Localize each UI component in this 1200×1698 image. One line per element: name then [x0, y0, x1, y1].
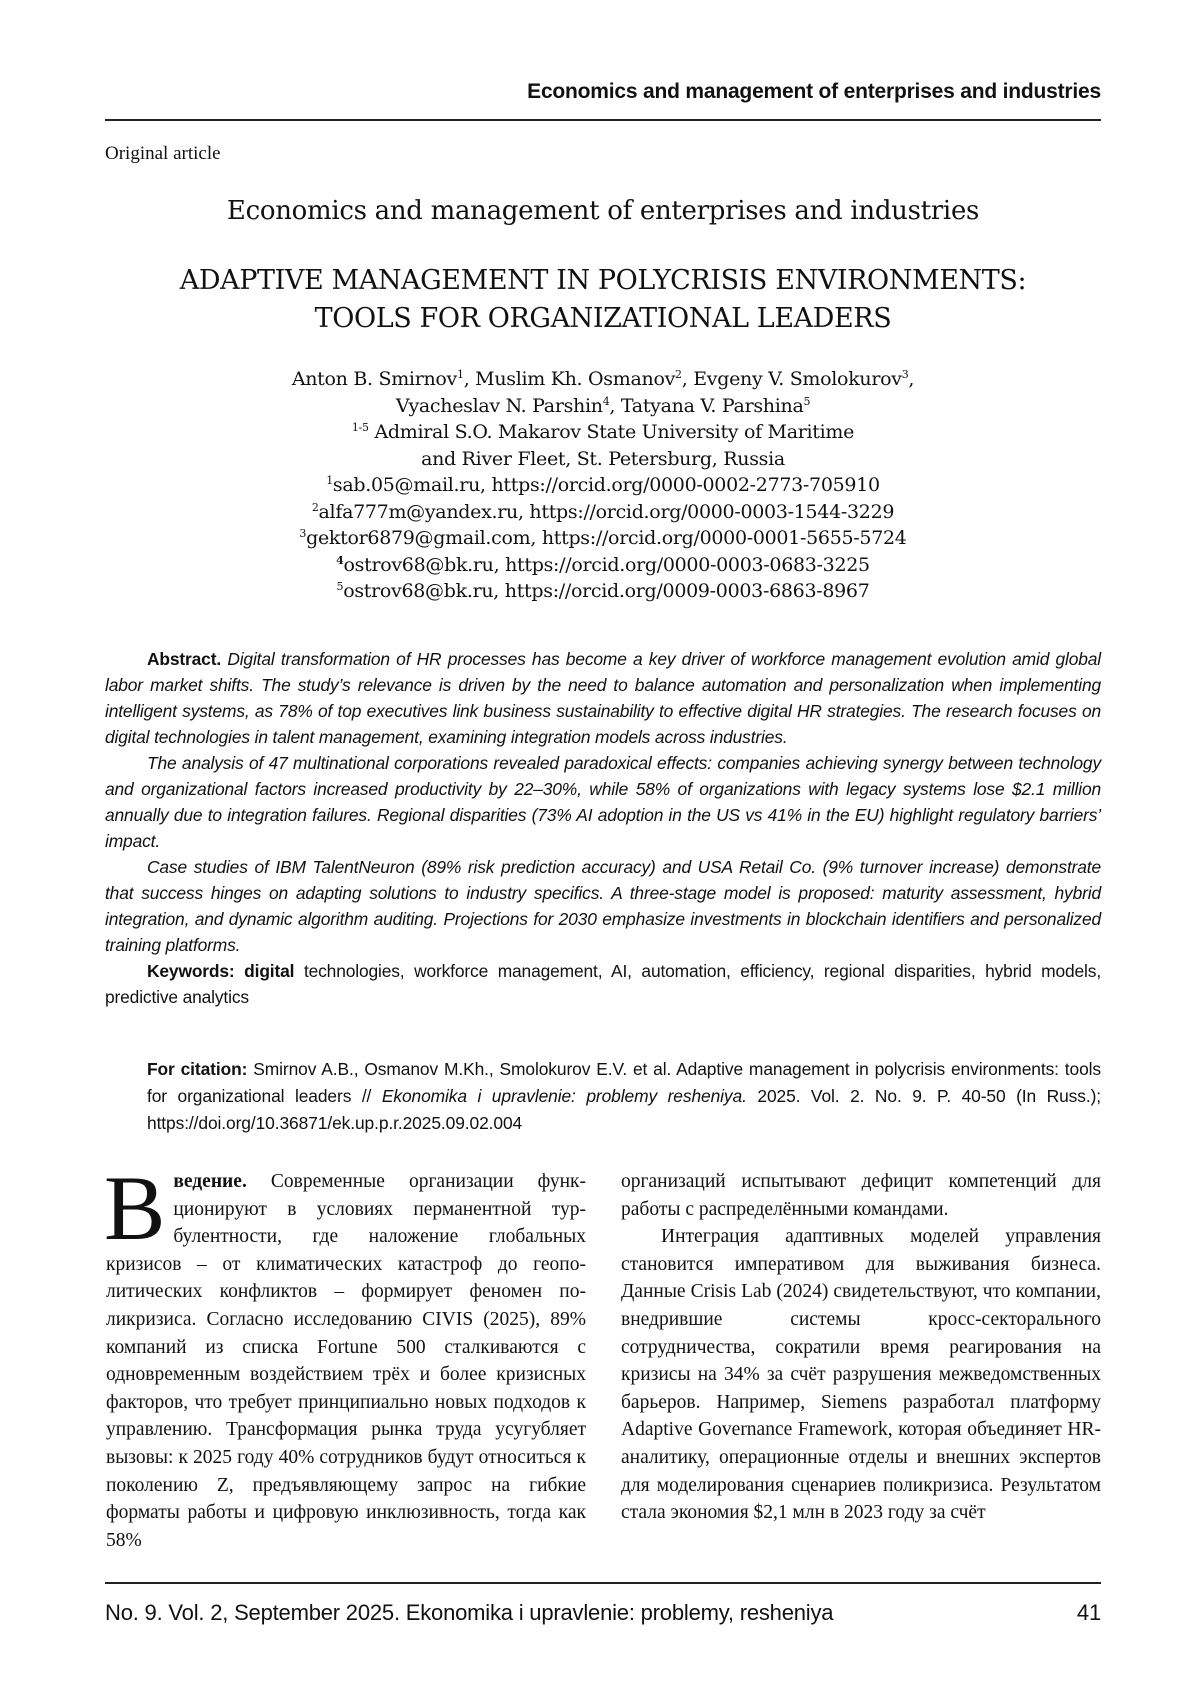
author-line: Vyacheslav N. Parshin$^4$, Tatyana V. Parshina$^5$: [395, 394, 811, 417]
body-column-right: [621, 1168, 1101, 1527]
abstract: [105, 646, 1101, 1010]
page-number: 41: [1076, 1600, 1101, 1625]
contact-line: [105, 578, 1101, 605]
keywords-label: Keywords:: [147, 961, 235, 981]
section-title: Economics and management of enterprises and industries: [226, 196, 980, 226]
running-head: Economics and management of enterprises and industries: [527, 80, 1101, 103]
citation: [147, 1056, 1101, 1137]
drop-cap: В: [104, 1157, 166, 1259]
contact-sup: 1: [326, 474, 333, 487]
intro-heading: ведение.: [173, 1171, 247, 1192]
citation-journal: Ekonomika i upravlenie: problemy resheniya.: [381, 1086, 747, 1106]
author-sup: 1: [456, 368, 464, 381]
citation-doi[interactable]: 2025. Vol. 2. No. 9. P. 40-50 (In Russ.); https://doi.org/10.36871/ek.up.p.r.2025.09.02.004: [147, 1086, 1102, 1133]
contact-text[interactable]: sab.05@mail.ru, https://orcid.org/0000-0002-2773-705910: [332, 474, 880, 496]
author-name: Muslim Kh. Osmanov: [475, 368, 676, 390]
contact-line: [105, 472, 1101, 499]
author-block: [105, 366, 1101, 605]
author-name: Evgeny V. Smolokurov: [693, 368, 902, 390]
abstract-paragraph: The analysis of 47 multinational corporations revealed paradoxical effects: companies achieving synergy between technology and organizational factors increased productivity by 22–30%, while 58% of organizations with legacy systems lose $2.1 million annually due to integration failures. Regional disparities (73% AI adoption in the US vs 41% in the EU) highlight regulatory barriers’ impact.: [105, 753, 1101, 851]
abstract-paragraph: Case studies of IBM TalentNeuron (89% risk prediction accuracy) and USA Retail Co. (9% turnover increase) demonstrate that success hinges on adapting solutions to industry specifics. A three-stage model is proposed: maturity assessment, hybrid integration, and dynamic algorithm auditing. Projections for 2030 emphasize investments in blockchain identifiers and personalized training platforms.: [105, 857, 1101, 955]
contact-line: [105, 552, 1101, 579]
contact-sup: 2: [311, 500, 319, 514]
author-sup: 4: [602, 394, 610, 408]
author-sup: 5: [803, 394, 811, 408]
citation-text: Smirnov A.B., Osmanov M.Kh., Smolokurov E.V. et al. Adaptive management in polycrisis environments: tools for organizational leaders //: [147, 1059, 1102, 1106]
affiliation-line: and River Fleet, St. Petersburg, Russia: [421, 447, 785, 470]
body-column-left: [104, 1157, 586, 1554]
contact-line: [105, 499, 1101, 526]
author-sup: 2: [675, 368, 682, 381]
affiliation-text: Admiral S.O. Makarov State University of Maritime: [374, 421, 855, 443]
article-title-line: ADAPTIVE MANAGEMENT IN POLYCRISIS ENVIRONMENTS:: [179, 265, 1027, 296]
author-name: Anton B. Smirnov: [291, 368, 457, 390]
author-sup: 3: [901, 368, 909, 381]
contact-sup: 5: [336, 580, 344, 593]
page-footer: [105, 1600, 1101, 1626]
article-title-line: TOOLS FOR ORGANIZATIONAL LEADERS: [314, 303, 892, 334]
intro-paragraph: [104, 1157, 586, 1554]
contact-sup: 4: [336, 553, 344, 567]
article-title: [95, 262, 1111, 338]
contact-sup: 3: [299, 527, 307, 540]
body-paragraph: организаций испытывают дефицит компетенций для работы с распределёнными командами.: [621, 1171, 1101, 1220]
abstract-label: Abstract.: [147, 649, 222, 669]
abstract-text: Digital transformation of HR processes has become a key driver of workforce management evolution amid global labor market shifts. The study’s relevance is driven by the need to balance automation and personalization when implementing intelligent systems, as 78% of top executives link business sustainability to effective digital HR strategies. The research focuses on digital technologies in talent management, examining integration models across industries.: [105, 649, 1101, 747]
keywords-first: digital: [244, 961, 295, 981]
contact-text[interactable]: ostrov68@bk.ru, https://orcid.org/0009-0003-6863-8967: [343, 580, 870, 602]
contact-line: [105, 525, 1101, 552]
author-name: Vyacheslav N. Parshin: [395, 394, 603, 417]
body-paragraph: Интеграция адаптивных моделей управления становится императивом для выживания бизнеса. Данные Crisis Lab (2024) свидетельствуют, что компании, внедрившие системы кросс-секторального сотрудничества, сократили время реагирования на кризисы на 34% за счёт разрушения межведомственных барьеров. Например, Siemens разработал платформу Adaptive Governance Framework, которая объединяет HR-аналитику, операционные отделы и внешних экспертов для моделирования сценариев поликризиса. Результатом стала экономия $2,1 млн в 2023 году за счёт: [621, 1226, 1101, 1524]
contact-text[interactable]: gektor6879@gmail.com, https://orcid.org/0000-0001-5655-5724: [306, 527, 907, 549]
footer-journal-info: No. 9. Vol. 2, September 2025. Ekonomika i upravlenie: problemy, resheniya: [105, 1600, 834, 1625]
keywords-text: technologies, workforce management, AI, automation, efficiency, regional disparities, hybrid models, predictive analytics: [105, 961, 1102, 1007]
author-name: Tatyana V. Parshina: [620, 394, 804, 417]
affiliation-line: [105, 419, 1101, 446]
footer-divider: [105, 1582, 1101, 1584]
affiliation-sup: 1-5: [351, 421, 369, 434]
header-divider: [105, 119, 1101, 121]
contact-text[interactable]: alfa777m@yandex.ru, https://orcid.org/0000-0003-1544-3229: [318, 500, 895, 523]
author-line: Anton B. Smirnov$^1$, Muslim Kh. Osmanov$^2$, Evgeny V. Smolokurov$^3$,: [291, 368, 915, 390]
abstract-paragraph: [105, 646, 1101, 750]
contact-text[interactable]: ostrov68@bk.ru, https://orcid.org/0000-0003-0683-3225: [343, 553, 870, 576]
intro-text: Современные организации функционируют в условиях перманентной турбулентности, где наложение глобальных кризисов – от климатических катастроф до геополитических конфликтов – формирует феномен поликризиса. Согласно исследованию CIVIS (2025), 89% компаний из списка Fortune 500 сталкиваются с одновременным воздействием трёх и более кризисных факторов, что требует принципиально новых подходов к управлению. Трансформация рынка труда усугубляет вызовы: к 2025 году 40% сотрудников будут относиться к поколению Z, предъявляющему запрос на гибкие форматы работы и цифровую инклюзивность, тогда как 58%: [106, 1171, 586, 1551]
citation-label: For citation:: [147, 1059, 248, 1079]
article-type: Original article: [105, 143, 221, 164]
keywords: [105, 958, 1101, 1010]
